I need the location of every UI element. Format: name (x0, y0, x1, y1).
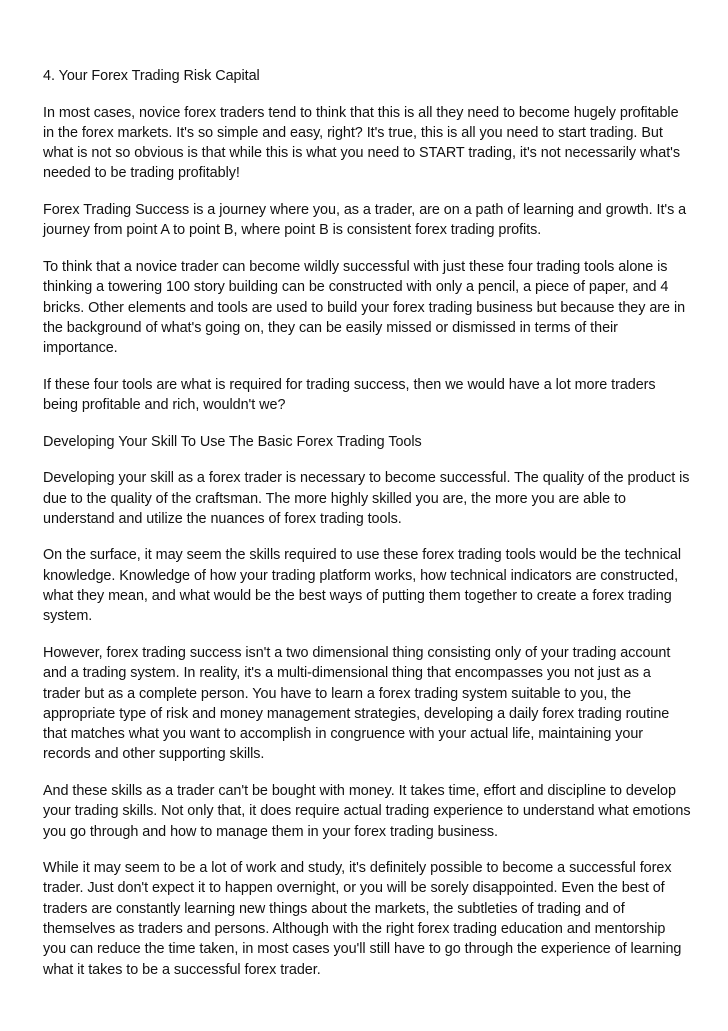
paragraph: If these four tools are what is required for trading success, then we would have a lot more traders being profitable and rich, wouldn't we? (43, 376, 656, 414)
paragraph: However, forex trading success isn't a two dimensional thing consisting only of your trading account and a trading system. In reality, it's a multi-dimensional thing that encompasses you not just as a trader but as a complete person. You have to learn a forex trading system suitable to you, the appropriate type of risk and money management strategies, developing a daily forex trading routine that matches what you want to accomplish in congruence with your actual life, maintaining your records and other supporting skills. (43, 644, 671, 763)
paragraph: Forex Trading Success is a journey where you, as a trader, are on a path of learning and growth. It's a journey from point A to point B, where point B is consistent forex trading profits. (43, 202, 687, 239)
paragraph: To think that a novice trader can become wildly successful with just these four trading tools alone is thinking a towering 100 story building can be constructed with only a pencil, a piece of paper, and 4 bricks. Other elements and tools are used to build your forex trading business but because they are in the background of what's going on, they can be easily missed or dismissed in terms of their importance. (43, 258, 686, 357)
subsection-heading: Developing Your Skill To Use The Basic Forex Trading Tools (43, 433, 422, 450)
paragraph: Developing your skill as a forex trader is necessary to become successful. The quality of the product is due to the quality of the craftsman. The more highly skilled you are, the more you are able to understand and utilize the nuances of forex trading tools. (43, 470, 690, 527)
section-heading: 4. Your Forex Trading Risk Capital (43, 68, 260, 84)
paragraph: And these skills as a trader can't be bought with money. It takes time, effort and discipline to develop your trading skills. Not only that, it does require actual trading experience to understand what emotions you go through and how to manage them in your forex trading business. (43, 782, 691, 840)
paragraph: In most cases, novice forex traders tend to think that this is all they need to become hugely profitable in the forex markets. It's so simple and easy, right? It's true, this is all you need to start trading. But what is not so obvious is that while this is what you need to START trading, it's not necessarily what's needed to be trading profitably! (43, 104, 680, 182)
paragraph: While it may seem to be a lot of work and study, it's definitely possible to become a successful forex trader. Just don't expect it to happen overnight, or you will be sorely disappointed. Even the best of traders are constantly learning new things about the markets, the subtleties of trading and of themselves as traders and persons. Although with the right forex trading education and mentorship you can reduce the time taken, in most cases you'll still have to go through the experience of learning what it takes to be a successful forex trader. (43, 860, 682, 978)
document-page (43, 66, 691, 996)
paragraph: On the surface, it may seem the skills required to use these forex trading tools would be the technical knowledge. Knowledge of how your trading platform works, how technical indicators are constructed, what they mean, and what would be the best ways of putting them together to create a forex trading system. (43, 547, 681, 625)
